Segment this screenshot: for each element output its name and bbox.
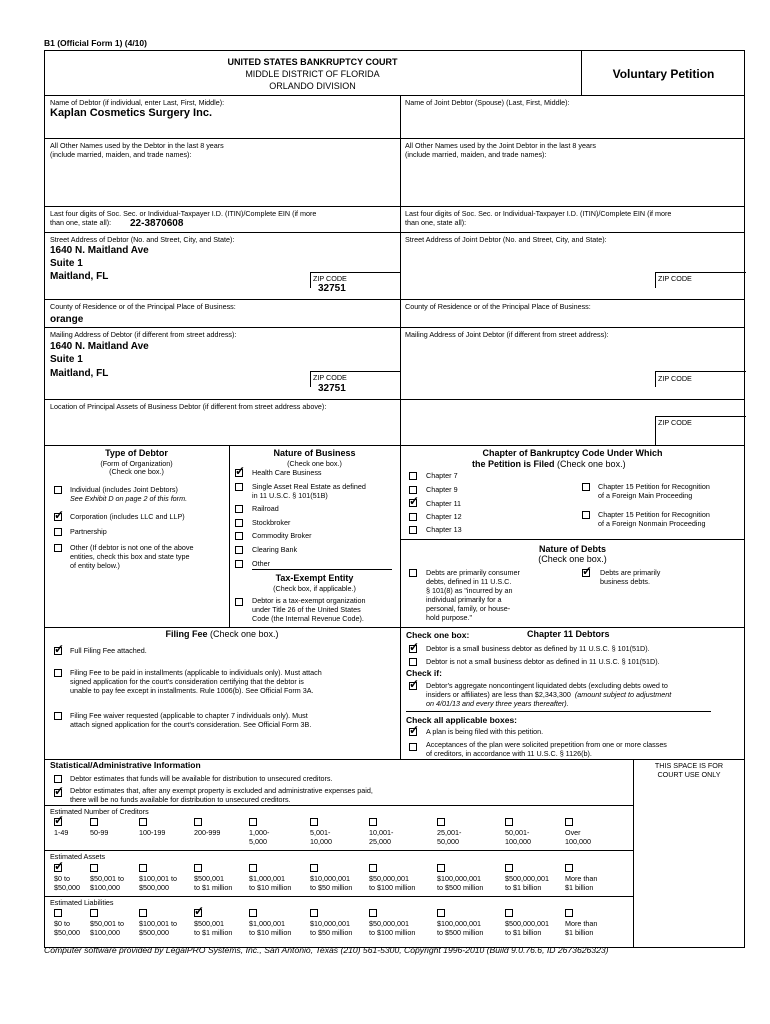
assets-option-0-line2: $50,000 (54, 883, 80, 892)
debtor-ssn-label: Last four digits of Soc. Sec. or Individual-Taxpayer I.D. (ITIN)/Complete EIN (if more (50, 209, 317, 218)
liabilities-option-2-line2: $500,000 (139, 928, 169, 937)
check-mark-icon: ✓ (54, 859, 65, 873)
single-asset-label: Single Asset Real Estate as defined (252, 482, 366, 491)
joint-ssn-label: Last four digits of Soc. Sec. or Individual-Taxpayer I.D. (ITIN)/Complete EIN (if more (405, 209, 672, 218)
not-small-business-label: Debtor is not a small business debtor as defined in 11 U.S.C. § 101(51D). (426, 657, 660, 666)
check-mark-icon: ✓ (54, 642, 65, 656)
nature-of-business-sub: (Check one box.) (287, 459, 342, 468)
tax-exempt-line1: Debtor is a tax-exempt organization (252, 596, 366, 605)
liabilities-checkbox-2[interactable] (139, 909, 147, 917)
commodity-label: Commodity Broker (252, 531, 312, 540)
software-footer: Computer software provided by LegalPRO Systems, Inc., San Antonio, Texas (210) 561-5300, Copyright 1996-2010 (Build 9.0.76.6, ID 2673626323) (44, 945, 609, 955)
creditors-checkbox-3[interactable] (194, 818, 202, 826)
partnership-label: Partnership (70, 527, 107, 536)
chapter9-checkbox[interactable] (409, 486, 417, 494)
individual-label: Individual (includes Joint Debtors) (70, 485, 178, 494)
creditors-option-3: 200-999 (194, 828, 221, 837)
railroad-label: Railroad (252, 504, 279, 513)
liabilities-option-1: $50,001 to (90, 919, 124, 928)
consumer-debts-line6: hold purpose." (426, 613, 473, 622)
debtor-county-label: County of Residence or of the Principal Place of Business: (50, 302, 236, 311)
assets-option-6-line2: to $100 million (369, 883, 416, 892)
creditors-checkbox-2[interactable] (139, 818, 147, 826)
debtor-city[interactable]: Maitland, FL (50, 271, 109, 282)
debtor-ssn-sub: than one, state all): (50, 218, 112, 227)
creditors-checkbox-4[interactable] (249, 818, 257, 826)
chapter15-main-label2: of a Foreign Main Proceeding (598, 491, 693, 500)
debtor-mail1[interactable]: 1640 N. Maitland Ave (50, 341, 149, 352)
check-mark-icon: ✓ (582, 564, 593, 578)
full-fee-label: Full Filing Fee attached. (70, 646, 147, 655)
assets-checkbox-2[interactable] (139, 864, 147, 872)
other-business-checkbox[interactable] (235, 560, 243, 568)
court-name: UNITED STATES BANKRUPTCY COURT (227, 57, 398, 67)
liabilities-option-0: $0 to (54, 919, 70, 928)
creditors-checkbox-7[interactable] (437, 818, 445, 826)
location-label: Location of Principal Assets of Business Debtor (if different from street address above): (50, 402, 327, 411)
assets-checkbox-8[interactable] (505, 864, 513, 872)
filing-fee-title (44, 629, 400, 639)
tax-exempt-line3: Code (the Internal Revenue Code). (252, 614, 364, 623)
liabilities-option-1-line2: $100,000 (90, 928, 120, 937)
filing-fee-title-bold: Filing Fee (165, 629, 208, 639)
assets-option-4: $1,000,001 (249, 874, 285, 883)
ch11-debtors-title: Chapter 11 Debtors (527, 629, 610, 639)
chapter15-nonmain-checkbox[interactable] (582, 511, 590, 519)
other-entity-label: Other (If debtor is not one of the above (70, 543, 194, 552)
check-mark-icon: ✓ (54, 784, 65, 798)
partnership-checkbox[interactable] (54, 528, 62, 536)
aggregate-amount: insiders or affiliates) are less than $2,343,300 (426, 690, 571, 699)
petition-title: Voluntary Petition (612, 67, 715, 81)
assets-option-7: $100,000,001 (437, 874, 481, 883)
assets-checkbox-4[interactable] (249, 864, 257, 872)
acceptances-label: Acceptances of the plan were solicited prepetition from one or more classes (426, 740, 667, 749)
tax-exempt-title: Tax-Exempt Entity (275, 573, 354, 583)
assets-checkbox-3[interactable] (194, 864, 202, 872)
joint-name-label: Name of Joint Debtor (Spouse) (Last, First, Middle): (405, 98, 570, 107)
no-funds-line2: there will be no funds available for distribution to unsecured creditors. (70, 795, 291, 804)
joint-mail-zip-label: ZIP CODE (658, 374, 692, 383)
not-small-business-checkbox[interactable] (409, 658, 417, 666)
liabilities-checkbox-0[interactable] (54, 909, 62, 917)
assets-label: Estimated Assets (50, 852, 106, 861)
creditors-option-2: 100-199 (139, 828, 166, 837)
creditors-option-6: 10,001- (369, 828, 394, 837)
liabilities-option-5: $10,000,001 (310, 919, 350, 928)
joint-ssn-sub: than one, state all): (405, 218, 467, 227)
check-all-label: Check all applicable boxes: (406, 715, 518, 725)
type-of-debtor-title: Type of Debtor (105, 448, 168, 458)
liabilities-checkbox-5[interactable] (310, 909, 318, 917)
liabilities-option-8-line2: to $1 billion (505, 928, 542, 937)
liabilities-checkbox-4[interactable] (249, 909, 257, 917)
type-of-debtor-sub1: (Form of Organization) (100, 459, 173, 468)
assets-checkbox-7[interactable] (437, 864, 445, 872)
consumer-debts-label: Debts are primarily consumer (426, 568, 520, 577)
creditors-option-0: 1-49 (54, 828, 69, 837)
commodity-checkbox[interactable] (235, 532, 243, 540)
aggregate-debts-label: Debtor's aggregate noncontingent liquidated debts (excluding debts owed to (426, 681, 668, 690)
check-mark-icon: ✓ (409, 677, 420, 691)
chapter9-label: Chapter 9 (426, 485, 458, 494)
no-funds-checkbox[interactable] (54, 784, 65, 798)
tax-exempt-checkbox[interactable] (235, 598, 243, 606)
assets-option-8-line2: to $1 billion (505, 883, 542, 892)
debtor-other-names-label: All Other Names used by the Debtor in the last 8 years (50, 141, 224, 150)
debtor-street-label: Street Address of Debtor (No. and Street, City, and State): (50, 235, 235, 244)
court-use-label2: COURT USE ONLY (657, 770, 721, 779)
assets-option-2: $100,001 to (139, 874, 177, 883)
assets-checkbox-6[interactable] (369, 864, 377, 872)
debtor-county[interactable]: orange (50, 314, 84, 325)
installments-line3: unable to pay fee except in installments. Rule 1006(b). See Official Form 3A. (70, 686, 314, 695)
liabilities-checkbox-6[interactable] (369, 909, 377, 917)
health-care-checkbox[interactable] (235, 464, 246, 478)
chapter-title2-check: (Check one box.) (557, 459, 626, 469)
liabilities-option-8: $500,000,001 (505, 919, 549, 928)
liabilities-option-2: $100,001 to (139, 919, 177, 928)
business-debts-line2: business debts. (600, 577, 650, 586)
consumer-debts-line4: individual primarily for a (426, 595, 502, 604)
debtor-street2[interactable]: Suite 1 (50, 258, 83, 269)
form-id: B1 (Official Form 1) (4/10) (44, 38, 147, 48)
filing-fee-sub: (Check one box.) (209, 629, 279, 639)
nature-of-business-title: Nature of Business (273, 448, 356, 458)
small-business-checkbox[interactable] (409, 640, 420, 654)
chapter15-nonmain-label: Chapter 15 Petition for Recognition (598, 510, 710, 519)
debtor-mail-zip[interactable]: 32751 (318, 383, 346, 394)
chapter7-checkbox[interactable] (409, 472, 417, 480)
debtor-zip-label: ZIP CODE (313, 274, 347, 283)
stockbroker-checkbox[interactable] (235, 519, 243, 527)
chapter7-label: Chapter 7 (426, 471, 458, 480)
creditors-option-4: 1,000- (249, 828, 270, 837)
type-of-debtor-sub2: (Check one box.) (109, 467, 164, 476)
health-care-label: Health Care Business (252, 468, 322, 477)
assets-option-6: $50,000,001 (369, 874, 409, 883)
liabilities-option-5-line2: to $50 million (310, 928, 353, 937)
fee-waiver-checkbox[interactable] (54, 712, 62, 720)
consumer-debts-line2: debts, defined in 11 U.S.C. (426, 577, 512, 586)
liabilities-option-3: $500,001 (194, 919, 224, 928)
debtor-zip[interactable]: 32751 (318, 283, 346, 294)
chapter-title2-bold: the Petition is Filed (472, 459, 555, 469)
chapter11-label: Chapter 11 (426, 499, 462, 508)
assets-checkbox-5[interactable] (310, 864, 318, 872)
creditors-option-8-line2: 100,000 (505, 837, 531, 846)
clearing-bank-checkbox[interactable] (235, 546, 243, 554)
aggregate-debts-line3: on 4/01/13 and every three years thereafter). (426, 699, 569, 708)
check-mark-icon: ✓ (409, 723, 420, 737)
stats-title: Statistical/Administrative Information (50, 760, 201, 770)
check-mark-icon: ✓ (54, 508, 65, 522)
liabilities-option-4-line2: to $10 million (249, 928, 292, 937)
assets-option-7-line2: to $500 million (437, 883, 484, 892)
creditors-checkbox-6[interactable] (369, 818, 377, 826)
assets-option-9: More than (565, 874, 598, 883)
liabilities-checkbox-9[interactable] (565, 909, 573, 917)
joint-county-label: County of Residence or of the Principal Place of Business: (405, 302, 591, 311)
assets-option-2-line2: $500,000 (139, 883, 169, 892)
assets-checkbox-9[interactable] (565, 864, 573, 872)
funds-available-checkbox[interactable] (54, 775, 62, 783)
business-debts-checkbox[interactable] (582, 564, 593, 578)
liabilities-option-9-line2: $1 billion (565, 928, 594, 937)
court-use-label: THIS SPACE IS FOR (654, 761, 724, 770)
liabilities-checkbox-3[interactable] (194, 904, 205, 918)
tax-exempt-line2: under Title 26 of the United States (252, 605, 361, 614)
single-asset-checkbox[interactable] (235, 483, 243, 491)
liabilities-checkbox-1[interactable] (90, 909, 98, 917)
check-if-label: Check if: (406, 668, 442, 678)
creditors-option-8: 50,001- (505, 828, 530, 837)
creditors-checkbox-1[interactable] (90, 818, 98, 826)
other-business-label: Other (252, 559, 270, 568)
debtor-other-names-sub: (include married, maiden, and trade names): (50, 150, 192, 159)
installments-label: Filing Fee to be paid in installments (applicable to individuals only). Must attach (70, 668, 322, 677)
joint-other-names-label: All Other Names used by the Joint Debtor in the last 8 years (405, 141, 596, 150)
assets-option-8: $500,000,001 (505, 874, 549, 883)
acceptances-checkbox[interactable] (409, 743, 417, 751)
assets-option-3: $500,001 (194, 874, 224, 883)
assets-option-0: $0 to (54, 874, 70, 883)
tax-exempt-sub: (Check box, if applicable.) (273, 584, 356, 593)
aggregate-debts-line2 (426, 690, 671, 699)
nature-of-debts-title: Nature of Debts (538, 544, 606, 554)
mail-zip-label: ZIP CODE (313, 373, 347, 382)
railroad-checkbox[interactable] (235, 505, 243, 513)
creditors-checkbox-5[interactable] (310, 818, 318, 826)
liabilities-option-3-line2: to $1 million (194, 928, 233, 937)
installments-checkbox[interactable] (54, 669, 62, 677)
assets-checkbox-0[interactable] (54, 859, 65, 873)
assets-checkbox-1[interactable] (90, 864, 98, 872)
chapter15-nonmain-label2: of a Foreign Nonmain Proceeding (598, 519, 706, 528)
joint-street-label: Street Address of Joint Debtor (No. and Street, City, and State): (405, 235, 607, 244)
installments-line2: signed application for the court's consideration certifying that the debtor is (70, 677, 304, 686)
assets-option-1: $50,001 to (90, 874, 124, 883)
no-funds-label: Debtor estimates that, after any exempt property is excluded and administrative expenses paid, (70, 786, 373, 795)
check-mark-icon: ✓ (235, 464, 246, 478)
court-district: MIDDLE DISTRICT OF FLORIDA (245, 69, 380, 79)
assets-option-4-line2: to $10 million (249, 883, 292, 892)
nature-of-debts-sub: (Check one box.) (538, 554, 607, 564)
liabilities-option-9: More than (565, 919, 598, 928)
aggregate-adjustment: (amount subject to adjustment (574, 690, 672, 699)
debtor-mailing-label: Mailing Address of Debtor (if different from street address): (50, 330, 237, 339)
joint-zip-label: ZIP CODE (658, 274, 692, 283)
debtor-street1[interactable]: 1640 N. Maitland Ave (50, 245, 149, 256)
joint-mailing-label: Mailing Address of Joint Debtor (if different from street address): (405, 330, 609, 339)
creditors-option-7-line2: 50,000 (437, 837, 459, 846)
debtor-mail2[interactable]: Suite 1 (50, 354, 83, 365)
debtor-ein[interactable]: 22-3870608 (130, 218, 184, 229)
chapter15-main-checkbox[interactable] (582, 483, 590, 491)
creditors-option-6-line2: 25,000 (369, 837, 391, 846)
liabilities-option-6-line2: to $100 million (369, 928, 416, 937)
debtor-name[interactable]: Kaplan Cosmetics Surgery Inc. (50, 107, 212, 119)
court-division: ORLANDO DIVISION (269, 81, 356, 91)
individual-checkbox[interactable] (54, 486, 62, 494)
assets-option-5-line2: to $50 million (310, 883, 353, 892)
plan-filed-checkbox[interactable] (409, 723, 420, 737)
debtor-mail-city[interactable]: Maitland, FL (50, 368, 109, 379)
aggregate-debts-checkbox[interactable] (409, 677, 420, 691)
other-entity-label2: entities, check this box and state type (70, 552, 190, 561)
liabilities-label: Estimated Liabilities (50, 898, 114, 907)
other-entity-label3: of entity below.) (70, 561, 120, 570)
fee-waiver-line2: attach signed application for the court's consideration. See Official Form 3B. (70, 720, 312, 729)
creditors-checkbox-8[interactable] (505, 818, 513, 826)
check-mark-icon: ✓ (194, 904, 205, 918)
liabilities-option-0-line2: $50,000 (54, 928, 80, 937)
consumer-debts-line5: personal, family, or house- (426, 604, 511, 613)
liabilities-option-7: $100,000,001 (437, 919, 481, 928)
chapter12-checkbox[interactable] (409, 513, 417, 521)
chapter13-label: Chapter 13 (426, 525, 462, 534)
other-entity-checkbox[interactable] (54, 544, 62, 552)
liabilities-option-7-line2: to $500 million (437, 928, 484, 937)
creditors-checkbox-9[interactable] (565, 818, 573, 826)
plan-filed-label: A plan is being filed with this petition. (426, 727, 544, 736)
check-mark-icon: ✓ (409, 494, 420, 508)
creditors-label: Estimated Number of Creditors (50, 807, 149, 816)
creditors-option-7: 25,001- (437, 828, 462, 837)
chapter11-checkbox[interactable] (409, 494, 420, 508)
liabilities-checkbox-8[interactable] (505, 909, 513, 917)
check-one-box-label: Check one box: (406, 630, 470, 640)
individual-note: See Exhibit D on page 2 of this form. (70, 494, 188, 503)
small-business-label: Debtor is a small business debtor as defined by 11 U.S.C. § 101(51D). (426, 644, 650, 653)
chapter15-main-label: Chapter 15 Petition for Recognition (598, 482, 710, 491)
debtor-name-label: Name of Debtor (if individual, enter Last, First, Middle): (50, 98, 225, 107)
full-fee-checkbox[interactable] (54, 642, 65, 656)
chapter-title2 (472, 459, 626, 469)
creditors-option-4-line2: 5,000 (249, 837, 267, 846)
assets-option-1-line2: $100,000 (90, 883, 120, 892)
creditors-checkbox-0[interactable] (54, 813, 65, 827)
corporation-checkbox[interactable] (54, 508, 65, 522)
assets-option-9-line2: $1 billion (565, 883, 594, 892)
liabilities-option-4: $1,000,001 (249, 919, 285, 928)
acceptances-line2: of creditors, in accordance with 11 U.S.C. § 1126(b). (426, 749, 592, 758)
assets-option-3-line2: to $1 million (194, 883, 233, 892)
fee-waiver-label: Filing Fee waiver requested (applicable to chapter 7 individuals only). Must (70, 711, 308, 720)
business-debts-label: Debts are primarily (600, 568, 661, 577)
consumer-debts-checkbox[interactable] (409, 569, 417, 577)
stockbroker-label: Stockbroker (252, 518, 291, 527)
assets-option-5: $10,000,001 (310, 874, 350, 883)
check-mark-icon: ✓ (54, 813, 65, 827)
creditors-option-9-line2: 100,000 (565, 837, 591, 846)
clearing-bank-label: Clearing Bank (252, 545, 298, 554)
location-zip-label: ZIP CODE (658, 418, 692, 427)
check-mark-icon: ✓ (409, 640, 420, 654)
chapter12-label: Chapter 12 (426, 512, 462, 521)
joint-other-names-sub: (include married, maiden, and trade names): (405, 150, 547, 159)
liabilities-checkbox-7[interactable] (437, 909, 445, 917)
chapter13-checkbox[interactable] (409, 526, 417, 534)
funds-available-label: Debtor estimates that funds will be available for distribution to unsecured creditors. (70, 774, 333, 783)
single-asset-label2: in 11 U.S.C. § 101(51B) (252, 491, 328, 500)
creditors-option-5-line2: 10,000 (310, 837, 332, 846)
consumer-debts-line3: § 101(8) as "incurred by an (426, 586, 513, 595)
corporation-label: Corporation (includes LLC and LLP) (70, 512, 185, 521)
chapter-title: Chapter of Bankruptcy Code Under Which (482, 448, 663, 458)
creditors-option-5: 5,001- (310, 828, 331, 837)
creditors-option-9: Over (565, 828, 581, 837)
creditors-option-1: 50-99 (90, 828, 109, 837)
liabilities-option-6: $50,000,001 (369, 919, 409, 928)
